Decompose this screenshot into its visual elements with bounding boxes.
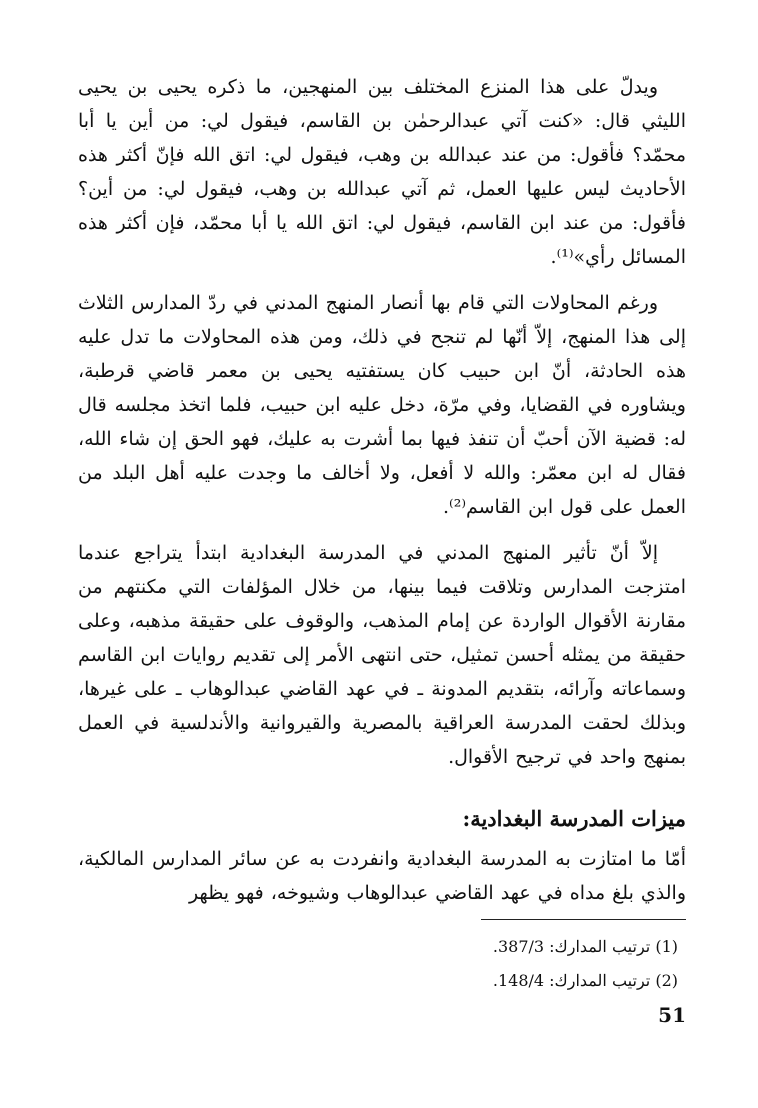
body-paragraph-3: إلاّ أنّ تأثير المنهج المدني في المدرسة البغدادية ابتدأ يتراجع عندما امتزجت المدارس وتلاقت فيما بينها، من خلال المؤلفات التي مكنتهم من مقارنة الأقوال الواردة عن إمام المذهب، والوقوف على حقيقة مذهبه، وعلى حقيقة من يمثله أحسن تمثيل، حتى انتهى الأمر إلى تقديم روايات ابن القاسم وسماعاته وآرائه، بتقديم المدونة ـ في عهد القاضي عبدالوهاب ـ على غيرها، وبذلك لحقت المدرسة العراقية بالمصرية والقيروانية والأندلسية في العمل بمنهج واحد في ترجيح الأقوال. bbox=[78, 542, 686, 768]
footnote-divider bbox=[481, 919, 686, 920]
body-paragraph-1: ويدلّ على هذا المنزع المختلف بين المنهجين، ما ذكره يحيى بن يحيى الليثي قال: «كنت آتي عبدالرحمٰن بن القاسم، فيقول لي: من أين يا أبا محمّد؟ فأقول: من عند عبدالله بن وهب، فيقول لي: اتق الله فإنّ أكثر هذه الأحاديث ليس عليها العمل، ثم آتي عبدالله بن وهب، فيقول لي: من أين؟ فأقول: من عند ابن القاسم، فيقول لي: اتق الله يا أبا محمّد، فإن أكثر هذه المسائل رأي»⁽¹⁾. bbox=[78, 76, 686, 268]
book-page bbox=[78, 70, 686, 1050]
closing-paragraph: أمّا ما امتازت به المدرسة البغدادية وانفردت به عن سائر المدارس المالكية، والذي بلغ مداه في عهد القاضي عبدالوهاب وشيوخه، فهو يظهر bbox=[78, 848, 686, 904]
footnote-1: (1) ترتيب المدارك: 387/3. bbox=[492, 937, 678, 956]
section-heading: ميزات المدرسة البغدادية: bbox=[462, 806, 686, 831]
footnote-2: (2) ترتيب المدارك: 148/4. bbox=[492, 971, 678, 990]
page-number: 51 bbox=[658, 1003, 686, 1027]
body-paragraph-2: ورغم المحاولات التي قام بها أنصار المنهج المدني في ردّ المدارس الثلاث إلى هذا المنهج، إلاّ أنّها لم تنجح في ذلك، ومن هذه المحاولات ما تدل عليه هذه الحادثة، أنّ ابن حبيب كان يستفتيه يحيى بن معمر قاضي قرطبة، ويشاوره في القضايا، وفي مرّة، دخل عليه ابن حبيب، فلما اتخذ مجلسه قال له: قضية الآن أحبّ أن تنفذ فيها بما أشرت به عليك، فهو الحق إن شاء الله، فقال له ابن معمّر: والله لا أفعل، ولا أخالف ما وجدت عليه أهل البلد من العمل على قول ابن القاسم⁽²⁾. bbox=[78, 292, 686, 518]
footnotes-list bbox=[78, 930, 686, 998]
